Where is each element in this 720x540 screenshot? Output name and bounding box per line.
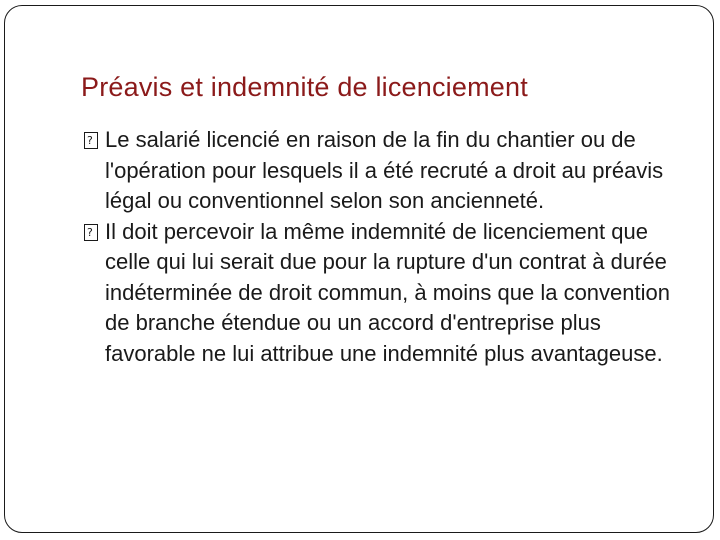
slide-title: Préavis et indemnité de licenciement bbox=[81, 72, 528, 102]
square-bullet-icon bbox=[84, 132, 98, 149]
bullet-item bbox=[84, 125, 694, 217]
bullet-text: Il doit percevoir la même indemnité de licenciement que celle qui lui serait due pour la rupture d'un contrat à durée indéterminée de droit commun, à moins que la convention de branche étendue ou un accord d'entreprise plus favorable ne lui attribue une indemnité plus avantageuse. bbox=[105, 218, 670, 366]
square-bullet-icon bbox=[84, 224, 98, 241]
bullet-text: Le salarié licencié en raison de la fin du chantier ou de l'opération pour lesquels il a été recruté a droit au préavis légal ou conventionnel selon son ancienneté. bbox=[105, 127, 664, 213]
bullet-item bbox=[84, 217, 694, 370]
slide-body bbox=[84, 125, 694, 369]
slide-frame bbox=[4, 5, 714, 533]
